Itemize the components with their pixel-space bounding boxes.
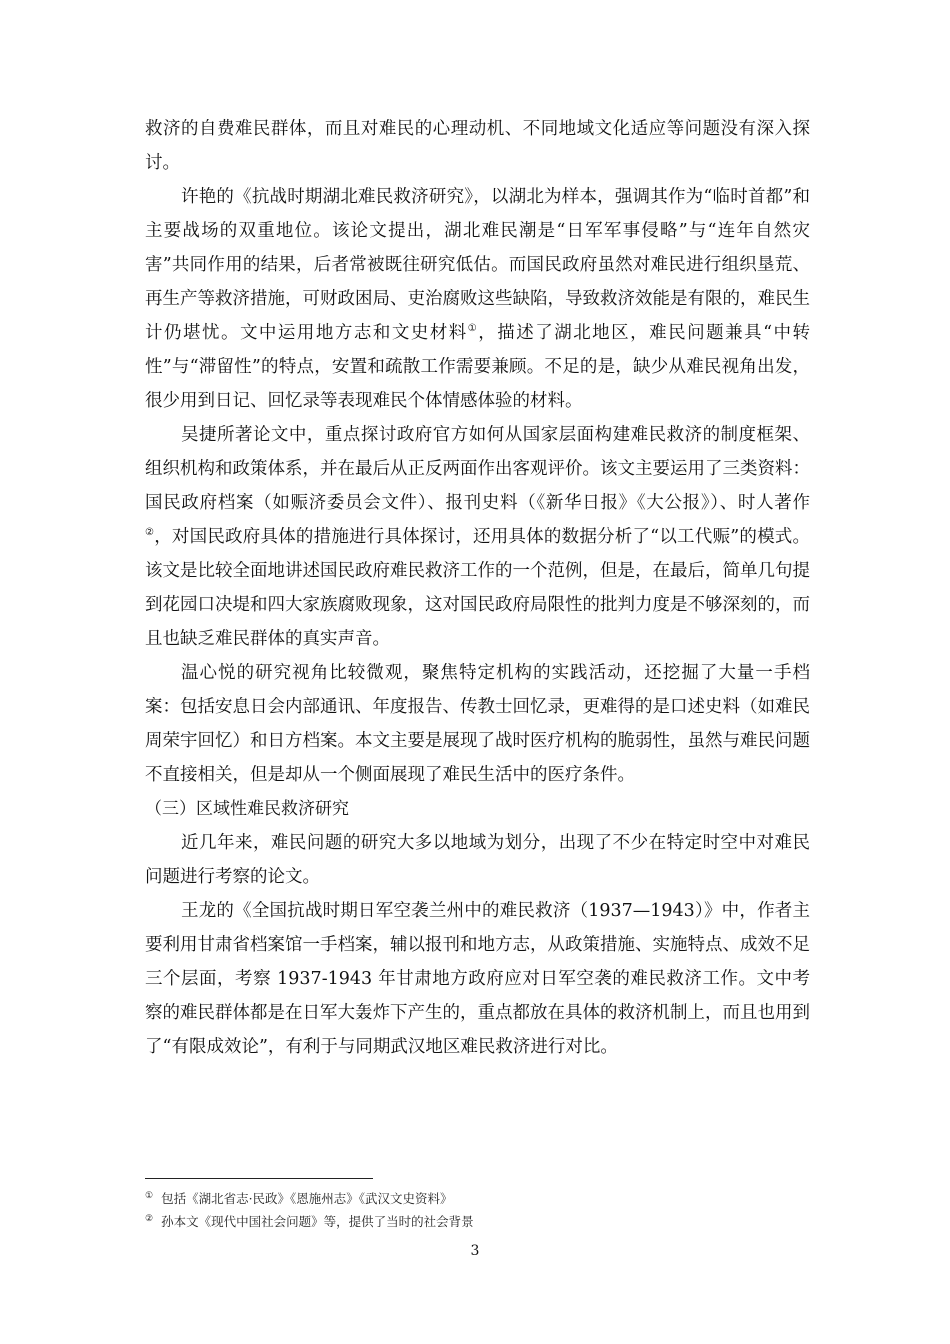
paragraph-text: 许艳的《抗战时期湖北难民救济研究》，以湖北为样本，强调其作为“临时首都”和主要战场的双重地位。该论文提出，湖北难民潮是“日军军事侵略”与“连年自然灾害”共同作用的结果，后者常被既往研究低估。而国民政府虽然对难民进行组织垦荒、再生产等救济措施，可财政困局、吏治腐败这些缺陷，导致救济效能是有限的，难民生计仍堪忧。文中运用地方志和文史材料: [145, 187, 810, 343]
paragraph: [145, 180, 810, 418]
body-text-block-1: [145, 112, 810, 792]
paragraph-text: ，描述了湖北地区，难民问题兼具“中转性”与“滞留性”的特点，安置和疏散工作需要兼顾。不足的是，缺少从难民视角出发，很少用到日记、回忆录等表现难民个体情感体验的材料。: [145, 323, 810, 411]
footnote-text: 孙本文《现代中国社会问题》等，提供了当时的社会背景: [161, 1214, 474, 1229]
paragraph: [145, 656, 810, 792]
paragraph: [145, 894, 810, 1064]
footnote-reference: ①: [467, 323, 479, 335]
paragraph-text: 近几年来，难民问题的研究大多以地域为划分，出现了不少在特定时空中对难民问题进行考察的论文。: [145, 833, 810, 887]
page-number: 3: [470, 1243, 480, 1259]
footnote-separator: [145, 1178, 373, 1179]
paragraph-text: 救济的自费难民群体，而且对难民的心理动机、不同地域文化适应等问题没有深入探讨。: [145, 119, 810, 173]
paragraph-text: 王龙的《全国抗战时期日军空袭兰州中的难民救济（1937—1943）》中，作者主要利用甘肃省档案馆一手档案，辅以报刊和地方志，从政策措施、实施特点、成效不足三个层面，考察 1937-1943 年甘肃地方政府应对日军空袭的难民救济工作。文中考察的难民群体都是在日军大轰炸下产生的，重点都放在具体的救济机制上，而且也用到了“有限成效论”，有利于与同期武汉地区难民救济进行对比。: [145, 901, 810, 1057]
footnotes: [145, 1187, 810, 1233]
paragraph-text: 温心悦的研究视角比较微观，聚焦特定机构的实践活动，还挖掘了大量一手档案：包括安息日会内部通讯、年度报告、传教士回忆录，更难得的是口述史料（如难民周荣宇回忆）和日方档案。本文主要是展现了战时医疗机构的脆弱性，虽然与难民问题不直接相关，但是却从一个侧面展现了难民生活中的医疗条件。: [145, 663, 810, 785]
body-text-block-2: [145, 826, 810, 1064]
paragraph: [145, 826, 810, 894]
footnote-2: [145, 1210, 810, 1233]
footnote-text: 包括《湖北省志·民政》《恩施州志》《武汉文史资料》: [161, 1191, 453, 1206]
footnote-mark: ②: [145, 1213, 154, 1224]
paragraph: [145, 418, 810, 656]
section-heading: （三）区域性难民救济研究: [145, 799, 349, 819]
paragraph-text: 吴捷所著论文中，重点探讨政府官方如何从国家层面构建难民救济的制度框架、组织机构和政策体系，并在最后从正反两面作出客观评价。该文主要运用了三类资料：国民政府档案（如赈济委员会文件）、报刊史料（《新华日报》《大公报》）、时人著作: [145, 425, 810, 513]
paragraph: [145, 112, 810, 180]
document-body: [145, 112, 810, 1064]
footnote-reference: ②: [145, 527, 155, 539]
paragraph-text: ，对国民政府具体的措施进行具体探讨，还用具体的数据分析了“以工代赈”的模式。该文是比较全面地讲述国民政府难民救济工作的一个范例，但是，在最后，简单几句提到花园口决堤和四大家族腐败现象，这对国民政府局限性的批判力度是不够深刻的，而且也缺乏难民群体的真实声音。: [145, 527, 811, 649]
footnote-mark: ①: [145, 1190, 154, 1201]
footnote-1: [145, 1187, 810, 1210]
